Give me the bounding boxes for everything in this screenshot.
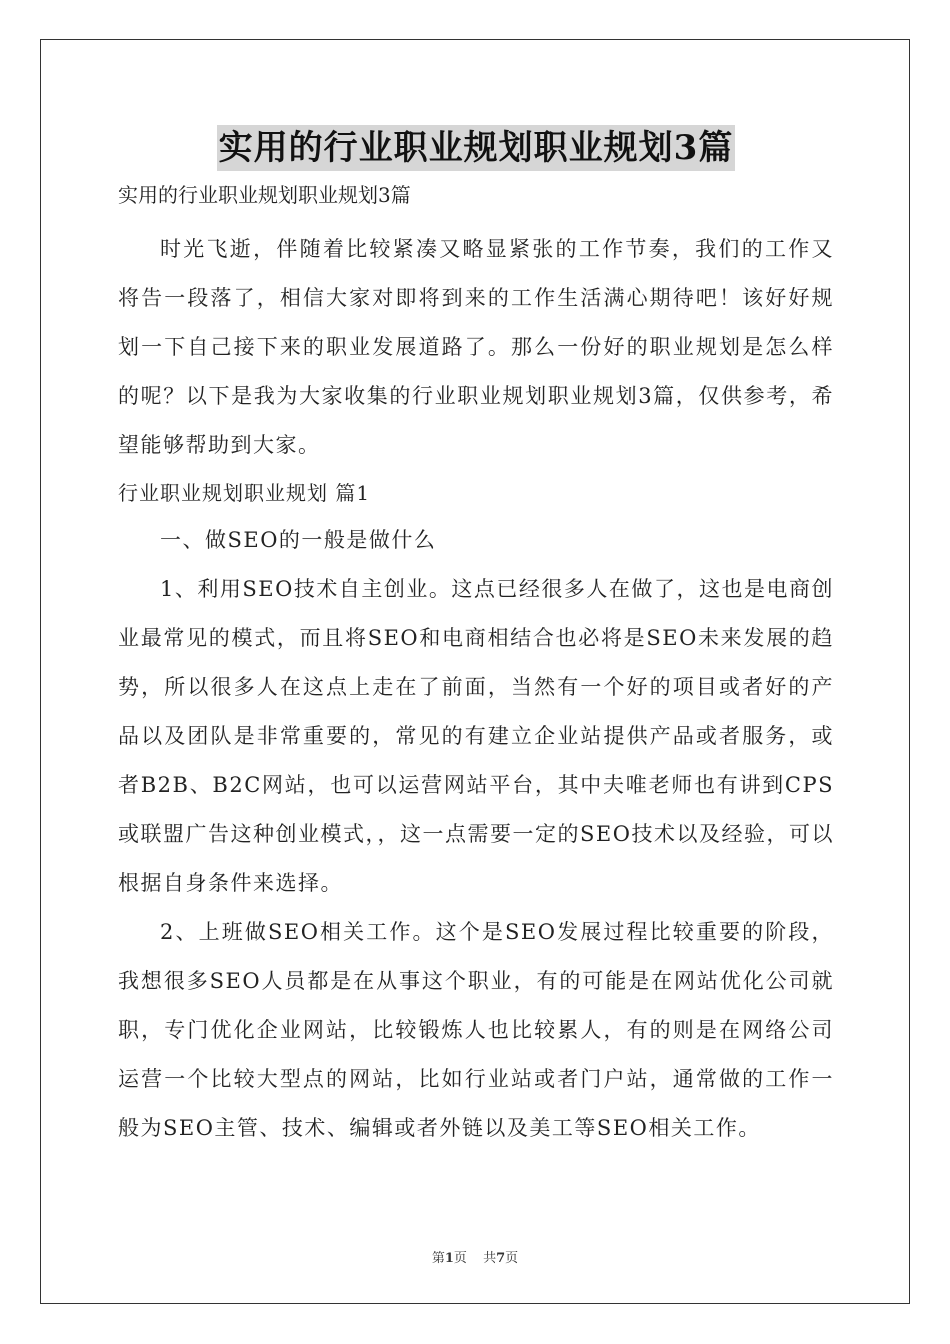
page-prefix: 第 [431,1251,445,1266]
total-pages [483,1251,518,1266]
page-number [432,1251,467,1266]
document-subtitle: 实用的行业职业规划职业规划3篇 [118,183,411,207]
intro-paragraph: 时光飞逝，伴随着比较紧凑又略显紧张的工作节奏，我们的工作又将告一段落了，相信大家对即将到来的工作生活满心期待吧！该好好规划一下自己接下来的职业发展道路了。那么一份好的职业规划是怎么样的呢？以下是我为大家收集的行业职业规划职业规划3篇，仅供参考，希望能够帮助到大家。 [118,237,834,457]
page-suffix: 页 [453,1251,467,1266]
title-wrap [118,125,834,171]
total-prefix: 共 [483,1251,497,1266]
section-heading: 行业职业规划职业规划 篇1 [118,481,371,505]
document-body [118,125,834,1153]
current-page: 1 [444,1251,454,1266]
paragraph-1: 1、利用SEO技术自主创业。这点已经很多人在做了，这也是电商创业最常见的模式，而且将SEO和电商相结合也必将是SEO未来发展的趋势，所以很多人在这点上走在了前面，当然有一个好的项目或者好的产品以及团队是非常重要的，常见的有建立企业站提供产品或者服务，或者B2B、B2C网站，也可以运营网站平台，其中夫唯老师也有讲到CPS或联盟广告这种创业模式，，这一点需要一定的SEO技术以及经验，可以根据自身条件来选择。 [118,577,834,895]
total-count: 7 [496,1251,506,1266]
paragraph-2: 2、上班做SEO相关工作。这个是SEO发展过程比较重要的阶段，我想很多SEO人员都是在从事这个职业，有的可能是在网站优化公司就职，专门优化企业网站，比较锻炼人也比较累人，有的则是在网络公司运营一个比较大型点的网站，比如行业站或者门户站，通常做的工作一般为SEO主管、技术、编辑或者外链以及美工等SEO相关工作。 [118,920,834,1140]
document-title: 实用的行业职业规划职业规划3篇 [217,125,736,171]
item-heading: 一、做SEO的一般是做什么 [160,528,437,552]
total-suffix: 页 [505,1251,519,1266]
page-footer [0,1247,950,1266]
